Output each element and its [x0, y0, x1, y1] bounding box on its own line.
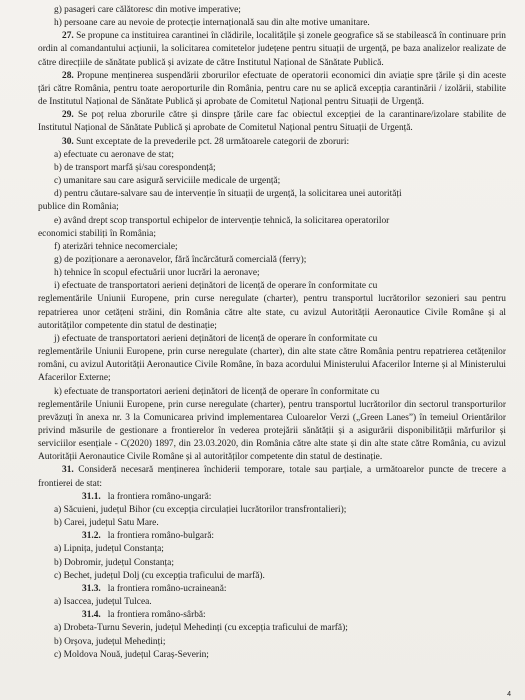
item-30-k-cont: reglementările Uniunii Europene, prin curse neregulate (charter), pentru transportul lucrătorilor din sectorul transporturilor prevăzuți în anexa nr. 3 la Comunicarea privind implementarea Culoarelor Verzi („Green Lanes”) în temeiul Orientărilor privind măsurile de gestionare a frontierelor în vederea protejării sănătății și a asigurării disponibilității mărfurilor și serviciilor esențiale - C(2020) 1897, din 23.03.2020, din România către alte state și din alte state către România, cu avizul Autorității Aeronautice Civile Române și al autorităților competente din statul de destinație. [38, 399, 506, 463]
paragraph-28: 28. Propune menținerea suspendării zborurilor efectuate de operatorii economici din aviație spre țările și din aceste țări către România, pentru toate aeroporturile din România, pentru care nu se aplică excepția carantinării / izolării, stabilite de Institutul Național de Sănătate Publică și aprobate de Comitetul Național pentru Situații de Urgență. [38, 70, 506, 108]
item-31-4-c: c) Moldova Nouă, județul Caraș-Severin; [54, 649, 209, 660]
document-body [38, 4, 506, 662]
section-31-1: 31.1. la frontiera româno-ungară: [82, 491, 212, 502]
paragraph-27: 27. Se propune ca instituirea carantinei în clădirile, localitățile și zonele geografice să se stabilească în continuare prin ordin al comandantului acțiunii, la solicitarea comitetelor județene pentru situații de urgență, pe baza analizelor realizate de către direcțiile de sănătate publică și avizate de către Institutul Național de Sănătate Publică. [38, 31, 506, 68]
item-30-g: g) de poziționare a aeronavelor, fără încărcătură comercială (ferry); [54, 254, 307, 265]
item-31-1-a: a) Săcuieni, județul Bihor (cu excepția circulației lucrătorilor transfrontalieri); [54, 504, 347, 515]
item-30-d-cont: publice din România; [38, 202, 119, 213]
item-31-1-b: b) Carei, județul Satu Mare. [54, 518, 159, 529]
page-number: 4 [507, 691, 511, 698]
item-30-j-cont: reglementările Uniunii Europene, prin curse neregulate (charter), din alte state către România pentru repatrierea cetățenilor români, cu avizul Autorității Aeronautice Civile Române, în baza acordului Ministerului Afacerilor Interne și al Ministerului Afacerilor Externe; [38, 347, 506, 384]
section-31-4: 31.4. la frontiera româno-sârbă: [82, 610, 206, 621]
item-31-2-a: a) Lipnița, județul Constanța; [54, 544, 164, 555]
item-30-d: d) pentru căutare-salvare sau de intervenție în situații de urgență, la solicitarea unei autorități [54, 189, 402, 200]
item-31-2-b: b) Dobromir, județul Constanța; [54, 557, 174, 568]
item-31-3-a: a) Isaccea, județul Tulcea. [54, 597, 152, 608]
section-31-2: 31.2. la frontiera româno-bulgară: [82, 531, 214, 542]
item-h: h) persoane care au nevoie de protecție internațională sau din alte motive umanitare. [54, 18, 370, 29]
item-30-b: b) de transport marfă și/sau corespondență; [54, 162, 216, 173]
item-30-h: h) tehnice în scopul efectuării unor lucrări la aeronave; [54, 268, 260, 279]
item-30-a: a) efectuate cu aeronave de stat; [54, 149, 174, 160]
paragraph-30: 30. Sunt exceptate de la prevederile pct. 28 următoarele categorii de zboruri: [62, 136, 350, 147]
paragraph-29: 29. Se poț relua zborurile către și dinspre țările care fac obiectul excepției de la carantinare/izolare stabilite de Institutul Național de Sănătate Publică și aprobate de Comitetul Național pentru Situații de Urgență. [38, 110, 506, 134]
item-30-e: e) având drept scop transportul echipelor de intervenție tehnică, la solicitarea operatorilor [54, 215, 390, 226]
section-31-3: 31.3. la frontiera româno-ucraineană: [82, 583, 227, 594]
item-g: g) pasageri care călătoresc din motive imperative; [54, 5, 241, 15]
item-30-i: i) efectuate de transportatori aerieni deținători de licență de operare în conformitate cu [54, 281, 378, 292]
item-31-4-b: b) Orșova, județul Mehedinți; [54, 636, 166, 647]
item-30-i-cont: reglementările Uniunii Europene, prin curse neregulate (charter), pentru transportul lucrătorilor sezonieri sau pentru repatrierea unor cetățeni străini, din România către alte state, cu avizul Autorității Aeronautice Civile Române și al autorităților competente din statul de destinație; [38, 294, 506, 331]
paragraph-31: 31. Consideră necesară menținerea închiderii temporare, totale sau parțiale, a următoarelor puncte de trecere a frontierei de stat: [38, 465, 506, 489]
item-30-f: f) aterizări tehnice necomerciale; [54, 241, 178, 252]
item-31-4-a: a) Drobeta-Turnu Severin, județul Mehedinți (cu excepția traficului de marfă); [54, 623, 348, 634]
item-31-2-c: c) Bechet, județul Dolj (cu excepția traficului de marfă). [54, 570, 265, 581]
item-30-j: j) efectuate de transportatori aerieni deținători de licență de operare în conformitate cu [54, 333, 378, 344]
item-30-c: c) umanitare sau care asigură serviciile medicale de urgență; [54, 176, 281, 187]
item-30-e-cont: economici stabiliți în România; [38, 228, 156, 239]
item-30-k: k) efectuate de transportatori aerieni deținători de licență de operare în conformitate cu [54, 386, 380, 397]
